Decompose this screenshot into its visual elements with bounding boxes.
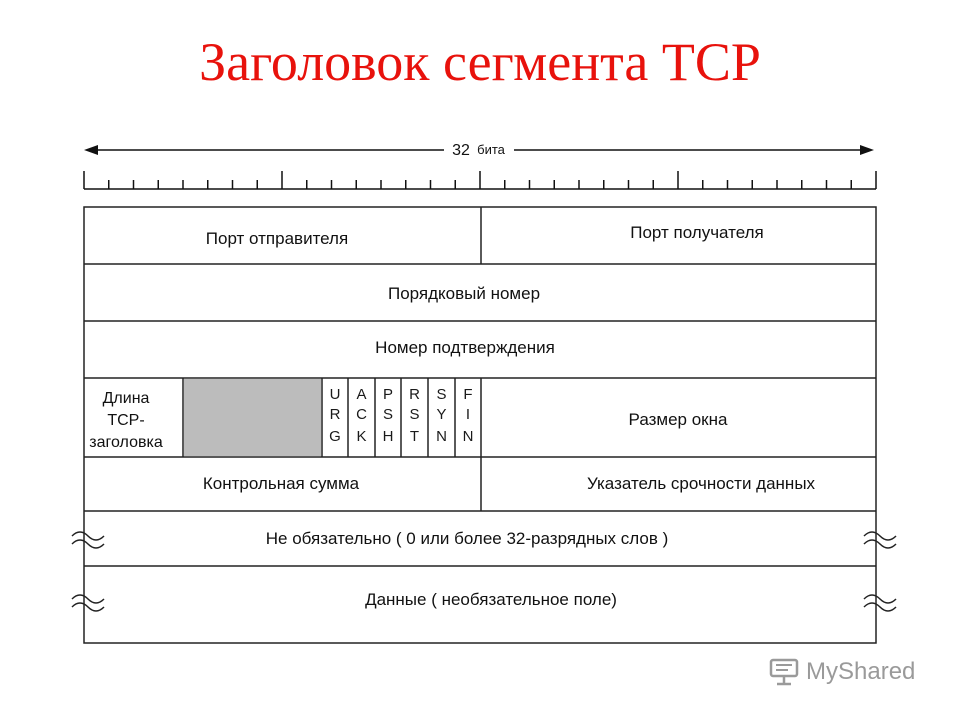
flag-letter: R [409, 386, 420, 403]
page-title: Заголовок сегмента TCP [199, 32, 761, 92]
field-header-length-line3: заголовка [89, 434, 163, 451]
field-checksum: Контрольная сумма [202, 474, 360, 493]
flag-letter: U [329, 386, 341, 403]
field-data: Данные ( необязательное поле) [365, 590, 617, 609]
ruler-number: 32 [452, 142, 470, 159]
reserved-field [184, 379, 321, 456]
flag-letter: I [465, 406, 471, 423]
field-options: Не обязательно ( 0 или более 32-разрядных слов ) [265, 529, 669, 548]
field-destination-port: Порт получателя [630, 223, 764, 242]
flag-letter: H [382, 428, 394, 445]
flag-letter: R [329, 406, 341, 423]
flag-letter: S [382, 406, 394, 423]
field-urgent-pointer: Указатель срочности данных [586, 474, 816, 493]
flag-letter: N [436, 428, 447, 445]
watermark [768, 656, 928, 690]
flag-letter: Y [436, 406, 447, 423]
field-sequence-number: Порядковый номер [387, 284, 541, 303]
watermark-text: MyShared [806, 658, 916, 685]
field-header-length-line2: TCP- [107, 412, 145, 429]
flag-letter: S [409, 406, 420, 423]
field-header-length-line1: Длина [102, 390, 150, 407]
flag-letter: A [356, 386, 367, 403]
flag-letter: K [356, 428, 367, 445]
bit-ruler [84, 142, 876, 189]
flag-letter: N [462, 428, 474, 445]
arrow-left-icon [84, 145, 98, 155]
ruler-unit: бита [477, 142, 505, 157]
arrow-right-icon [860, 145, 874, 155]
flag-letter: T [409, 428, 420, 445]
field-window-size: Размер окна [628, 410, 728, 429]
flag-letter: C [356, 406, 367, 423]
field-source-port: Порт отправителя [205, 229, 349, 248]
presentation-board-icon [768, 656, 802, 686]
flag-letter: F [463, 386, 473, 403]
bit-ticks [84, 171, 876, 189]
flag-letter: G [329, 428, 341, 445]
field-ack-number: Номер подтверждения [375, 338, 555, 357]
flag-letter: S [436, 386, 447, 403]
flag-letter: P [382, 386, 394, 403]
